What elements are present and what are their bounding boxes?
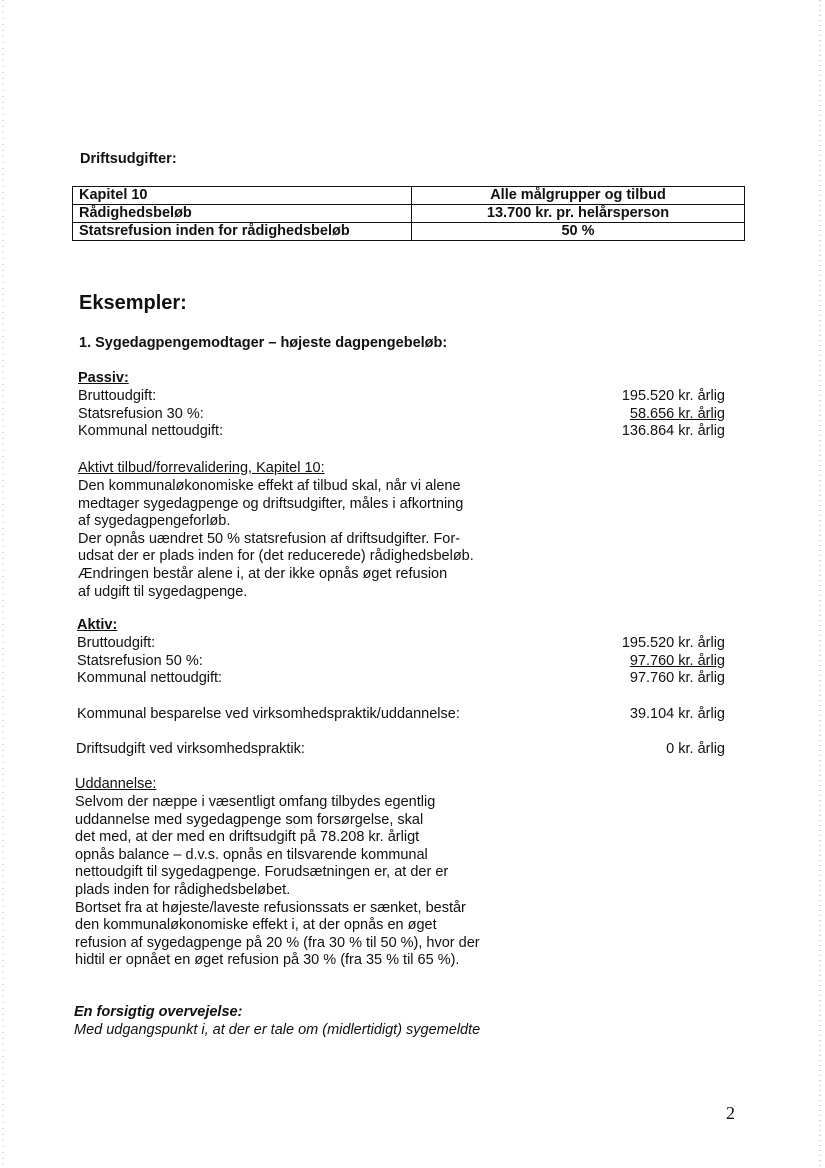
- table-row: [73, 187, 745, 205]
- driftsudgift-label: Driftsudgift ved virksomhedspraktik:: [76, 741, 305, 757]
- paragraph-line: hidtil er opnået en øget refusion på 30 % (fra 35 % til 65 %).: [75, 952, 460, 969]
- aktiv-values: [560, 635, 725, 688]
- forsigtig-title: En forsigtig overvejelse:: [74, 1004, 243, 1020]
- aktivt-paragraph: [78, 478, 474, 601]
- paragraph-line: nettoudgift til sygedagpenge. Forudsætningen er, at der er: [75, 864, 449, 881]
- besparelse-value: 39.104 kr. årlig: [629, 706, 725, 722]
- paragraph-line: Bortset fra at højeste/laveste refusionssats er sænket, består: [75, 899, 466, 916]
- forsigtig-line: Med udgangspunkt i, at der er tale om (midlertidigt) sygemeldte: [74, 1022, 481, 1038]
- paragraph-line: af sygedagpengeforløb.: [78, 513, 231, 530]
- paragraph-line: plads inden for rådighedsbeløbet.: [75, 881, 291, 898]
- passiv-value: 195.520 kr. årlig: [621, 388, 725, 404]
- aktiv-labels: [77, 635, 222, 688]
- paragraph-line: Selvom der næppe i væsentligt omfang tilbydes egentlig: [75, 794, 436, 810]
- aktiv-label: Statsrefusion 50 %:: [77, 652, 203, 669]
- driftsudgift-value: 0 kr. årlig: [666, 741, 725, 757]
- passiv-title: Passiv:: [78, 370, 129, 386]
- aktiv-label: Kommunal nettoudgift:: [77, 670, 223, 687]
- table-cell-label: Kapitel 10: [73, 187, 412, 205]
- table-cell-label: Statsrefusion inden for rådighedsbeløb: [73, 223, 412, 241]
- paragraph-line: af udgift til sygedagpenge.: [78, 583, 248, 600]
- paragraph-line: opnås balance – d.v.s. opnås en tilsvarende kommunal: [75, 846, 428, 863]
- paragraph-line: Der opnås uændret 50 % statsrefusion af driftsudgifter. For-: [78, 530, 461, 547]
- paragraph-line: medtager sygedagpenge og driftsudgifter, måles i afkortning: [78, 495, 464, 512]
- driftsudgifter-table: [72, 186, 745, 241]
- paragraph-line: det med, at der med en driftsudgift på 78.208 kr. årligt: [75, 829, 420, 846]
- passiv-label: Statsrefusion 30 %:: [78, 405, 204, 422]
- table-cell-value: Alle målgrupper og tilbud: [412, 187, 745, 205]
- aktiv-title: Aktiv:: [77, 617, 118, 633]
- paragraph-line: den kommunaløkonomiske effekt i, at der opnås en øget: [75, 917, 437, 934]
- aktivt-title: Aktivt tilbud/forrevalidering, Kapitel 10:: [78, 460, 325, 476]
- page-number: 2: [726, 1103, 735, 1123]
- aktiv-value: 97.760 kr. årlig: [629, 652, 725, 669]
- table-cell-label: Rådighedsbeløb: [73, 205, 412, 223]
- passiv-value: 58.656 kr. årlig: [629, 405, 725, 422]
- driftsudgifter-heading: Driftsudgifter:: [80, 151, 177, 167]
- besparelse-label: Kommunal besparelse ved virksomhedspraktik/uddannelse:: [77, 706, 460, 722]
- aktiv-value: 97.760 kr. årlig: [629, 670, 725, 687]
- driftsudgift-value-wrap: [560, 741, 725, 759]
- scan-edge-left: [2, 0, 4, 1168]
- paragraph-line: udsat der er plads inden for (det reducerede) rådighedsbeløb.: [78, 548, 474, 565]
- table-row: [73, 223, 745, 241]
- uddannelse-paragraph: [75, 794, 480, 970]
- table-cell-value: 13.700 kr. pr. helårsperson: [412, 205, 745, 223]
- aktiv-label: Bruttoudgift:: [77, 635, 156, 651]
- paragraph-line: Den kommunaløkonomiske effekt af tilbud skal, når vi alene: [78, 478, 461, 494]
- table-row: [73, 205, 745, 223]
- examples-heading: Eksempler:: [79, 292, 187, 314]
- paragraph-line: Ændringen består alene i, at der ikke opnås øget refusion: [78, 565, 448, 582]
- besparelse-value-wrap: [560, 706, 725, 724]
- uddannelse-title: Uddannelse:: [75, 776, 157, 792]
- passiv-value: 136.864 kr. årlig: [621, 423, 725, 440]
- table-cell-value: 50 %: [412, 223, 745, 241]
- passiv-label: Kommunal nettoudgift:: [78, 423, 224, 440]
- paragraph-line: uddannelse med sygedagpenge som forsørgelse, skal: [75, 811, 424, 828]
- scan-edge-right: [819, 0, 821, 1168]
- passiv-label: Bruttoudgift:: [78, 388, 157, 404]
- passiv-labels: [78, 388, 223, 441]
- passiv-values: [560, 388, 725, 441]
- paragraph-line: refusion af sygedagpenge på 20 % (fra 30 % til 50 %), hvor der: [75, 934, 480, 951]
- aktiv-value: 195.520 kr. årlig: [621, 635, 725, 651]
- example-1-title: 1. Sygedagpengemodtager – højeste dagpengebeløb:: [79, 335, 448, 351]
